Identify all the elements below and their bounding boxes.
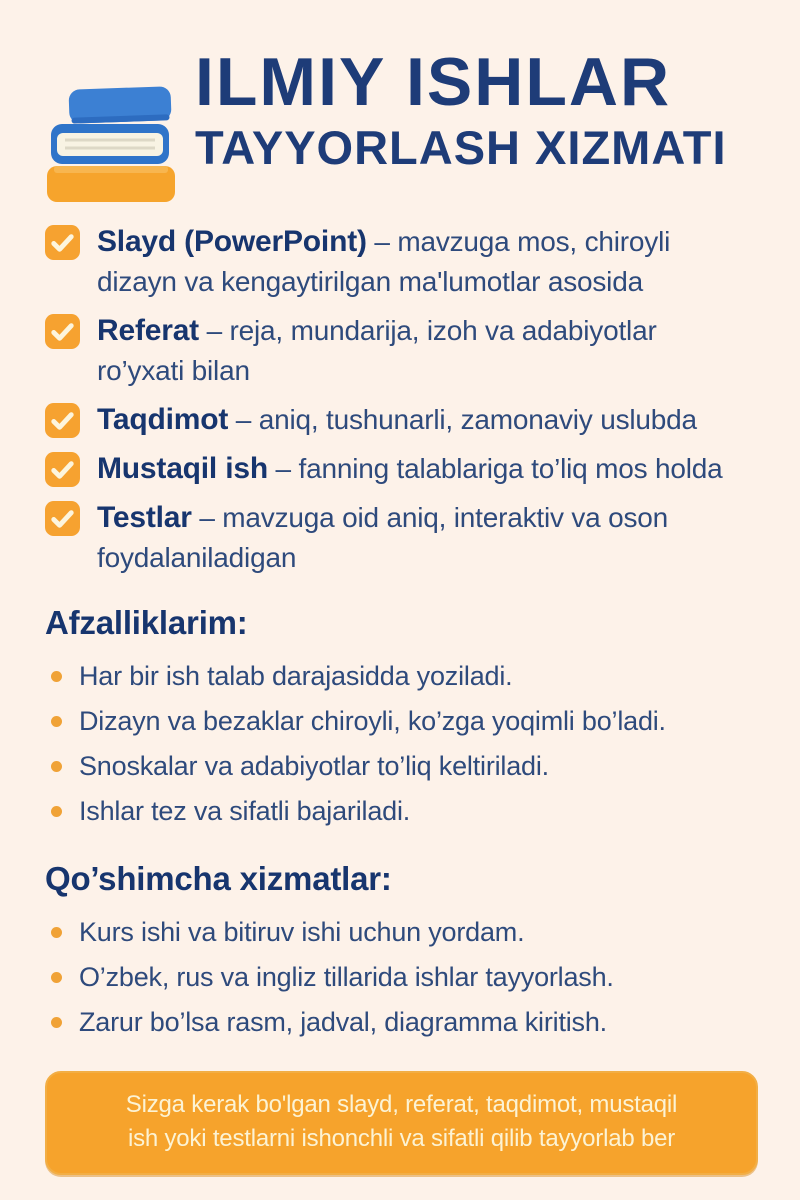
service-term: Taqdimot (97, 403, 229, 436)
bullet-dot-icon (51, 761, 62, 772)
title-line-2: TAYYORLASH XIZMATI (195, 121, 727, 174)
banner-text-line-1: Sizga kerak bo'lgan slayd, referat, taqdimot, mustaqil (125, 1091, 678, 1118)
checkbox-checked-icon (45, 225, 80, 302)
title-line-1: ILMIY ISHLAR (195, 44, 672, 120)
advantage-text: Snoskalar va adabiyotlar to’liq keltiriladi. (79, 751, 549, 781)
header (45, 42, 758, 202)
service-item (45, 498, 758, 578)
advantage-item (45, 654, 758, 699)
service-text (97, 311, 725, 391)
service-desc: – fanning talablariga to’liq mos holda (275, 453, 723, 484)
service-term: Testlar (97, 501, 192, 534)
extra-service-item (45, 1000, 758, 1045)
service-term: Referat (97, 314, 199, 347)
bullet-dot-icon (51, 671, 62, 682)
extra-service-text: Kurs ishi va bitiruv ishi uchun yordam. (79, 917, 525, 947)
service-desc: – mavzuga mos, chiroyli dizayn va kengaytirilgan ma'lumotlar asosida (97, 226, 671, 297)
service-text (97, 498, 725, 578)
advantage-item (45, 789, 758, 834)
bullet-dot-icon (51, 806, 62, 817)
service-item (45, 449, 758, 489)
service-item (45, 222, 758, 302)
advantage-text: Ishlar tez va sifatli bajariladi. (79, 796, 411, 826)
extra-services-heading: Qo’shimcha xizmatlar: (45, 860, 392, 897)
service-term: Slayd (PowerPoint) (97, 225, 367, 258)
extra-service-item (45, 955, 758, 1000)
bullet-dot-icon (51, 972, 62, 983)
service-item (45, 400, 758, 440)
service-desc: – reja, mundarija, izoh va adabiyotlar ro’yxati bilan (97, 315, 657, 386)
advantage-text: Har bir ish talab darajasidda yoziladi. (79, 661, 513, 691)
service-text (97, 449, 722, 489)
service-text (97, 400, 697, 440)
service-text (97, 222, 725, 302)
checkbox-checked-icon (45, 452, 80, 489)
checkbox-checked-icon (45, 314, 80, 391)
service-term: Mustaqil ish (97, 452, 268, 485)
extra-service-item (45, 910, 758, 955)
bullet-dot-icon (51, 1017, 62, 1028)
book-stack-icon (45, 80, 181, 202)
extra-service-text: Zarur bo’lsa rasm, jadval, diagramma kiritish. (79, 1007, 607, 1037)
extra-service-text: O’zbek, rus va ingliz tillarida ishlar tayyorlash. (79, 962, 614, 992)
advantages-list (45, 654, 758, 834)
page-title (195, 42, 727, 176)
bullet-dot-icon (51, 927, 62, 938)
services-list (45, 222, 758, 578)
checkbox-checked-icon (45, 501, 80, 578)
cta-banner (45, 1071, 758, 1175)
advantages-heading: Afzalliklarim: (45, 604, 248, 641)
service-desc: – mavzuga oid aniq, interaktiv va oson foydalaniladigan (97, 502, 669, 573)
service-desc: – aniq, tushunarli, zamonaviy uslubda (235, 404, 697, 435)
service-item (45, 311, 758, 391)
checkbox-checked-icon (45, 403, 80, 440)
bullet-dot-icon (51, 716, 62, 727)
advantage-text: Dizayn va bezaklar chiroyli, ko’zga yoqimli bo’ladi. (79, 706, 666, 736)
advantage-item (45, 744, 758, 789)
extra-services-list (45, 910, 758, 1045)
advantage-item (45, 699, 758, 744)
banner-text-line-2: ish yoki testlarni ishonchli va sifatli qilib tayyorlab ber (127, 1125, 676, 1152)
